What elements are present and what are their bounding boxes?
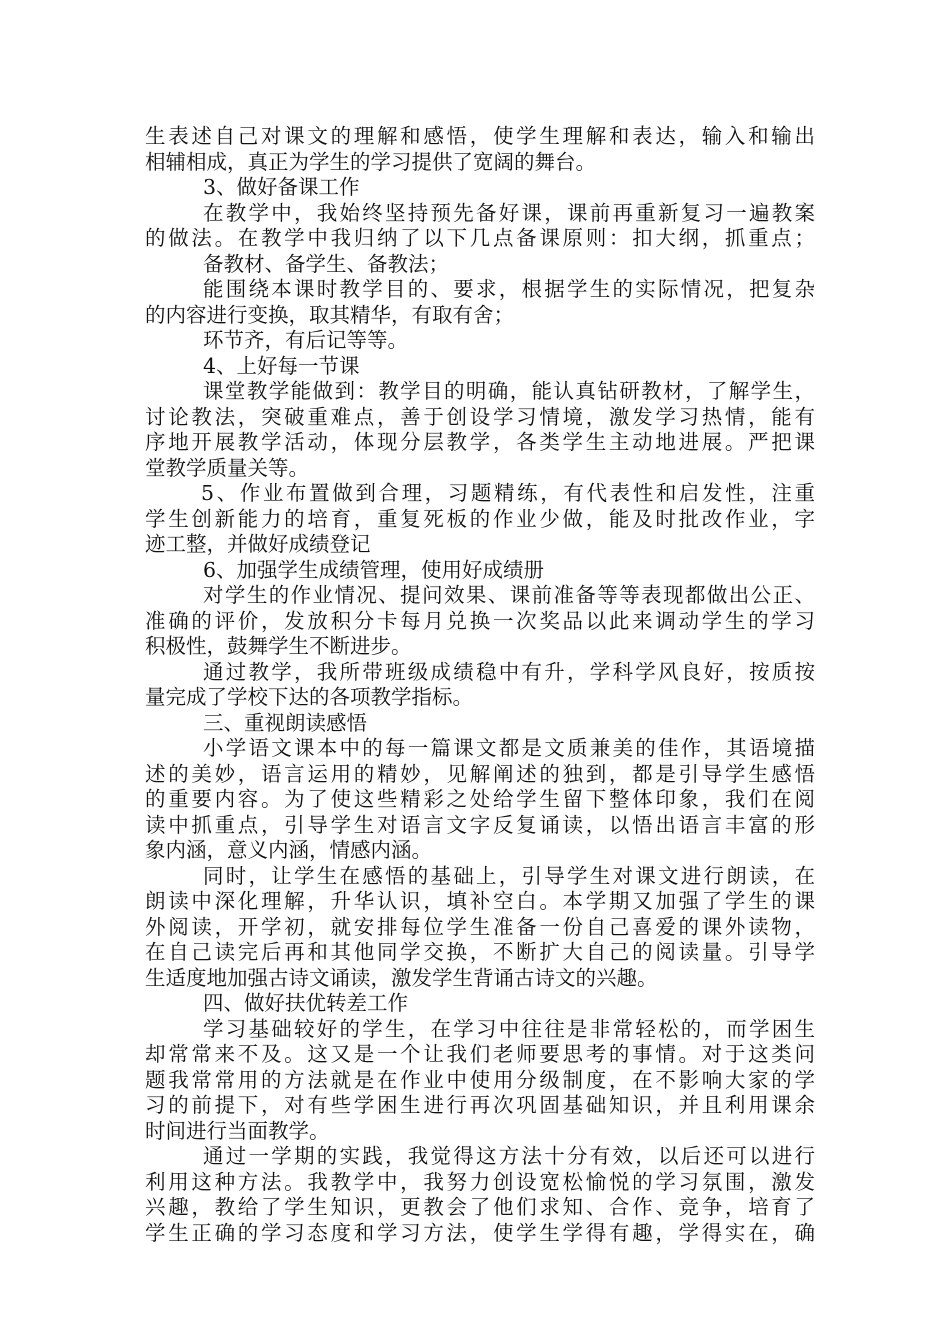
text-line: 的做法。在教学中我归纳了以下几点备课原则：扣大纲，抓重点； xyxy=(145,226,815,250)
text-line: 讨论教法，突破重难点，善于创设学习情境，激发学习热情，能有 xyxy=(145,404,815,429)
text-line: 的重要内容。为了使这些精彩之处给学生留下整体印象，我们在阅 xyxy=(145,787,815,811)
text-line: 量完成了学校下达的各项教学指标。 xyxy=(145,685,473,709)
text-line: 学生创新能力的培育，重复死板的作业少做，能及时批改作业，字 xyxy=(145,506,815,531)
text-line: 积极性，鼓舞学生不断进步。 xyxy=(145,634,412,658)
document-page xyxy=(145,124,815,1246)
text-line: 兴趣，教给了学生知识，更教会了他们求知、合作、竞争，培育了 xyxy=(145,1195,815,1219)
text-line: 同时，让学生在感悟的基础上，引导学生对课文进行朗读，在 xyxy=(203,863,815,888)
text-line: 外阅读，开学初，就安排每位学生准备一份自己喜爱的课外读物， xyxy=(145,914,815,939)
text-line: 备教材、备学生、备教法； xyxy=(203,251,449,276)
text-line: 能围绕本课时教学目的、要求，根据学生的实际情况，把复杂 xyxy=(203,277,815,301)
text-line: 读中抓重点，引导学生对语言文字反复诵读，以悟出语言丰富的形 xyxy=(145,812,815,837)
text-line: 时间进行当面教学。 xyxy=(145,1118,330,1143)
text-line: 课堂教学能做到：教学目的明确，能认真钻研教材，了解学生， xyxy=(203,379,815,403)
text-line: 象内涵，意义内涵，情感内涵。 xyxy=(145,838,432,862)
text-line: 在自己读完后再和其他同学交换，不断扩大自己的阅读量。引导学 xyxy=(145,940,815,964)
text-line: 对学生的作业情况、提问效果、课前准备等等表现都做出公正、 xyxy=(203,583,815,607)
text-line: 序地开展教学活动，体现分层教学，各类学生主动地进展。严把课 xyxy=(145,430,815,454)
text-line: 准确的评价，发放积分卡每月兑换一次奖品以此来调动学生的学习 xyxy=(145,608,815,633)
text-line: 生适度地加强古诗文诵读，激发学生背诵古诗文的兴趣。 xyxy=(145,965,658,990)
text-line: 习的前提下，对有些学困生进行再次巩固基础知识，并且利用课余 xyxy=(145,1093,815,1117)
text-line: 相辅相成，真正为学生的学习提供了宽阔的舞台。 xyxy=(145,149,596,174)
text-line: 通过一学期的实践，我觉得这方法十分有效，以后还可以进行 xyxy=(203,1144,815,1168)
section-heading: 3、做好备课工作 xyxy=(203,175,360,199)
text-line: 环节齐，有后记等等。 xyxy=(203,328,408,352)
text-line: 却常常来不及。这又是一个让我们老师要思考的事情。对于这类问 xyxy=(145,1042,815,1066)
section-heading: 四、做好扶优转差工作 xyxy=(203,991,408,1015)
text-line: 小学语文课本中的每一篇课文都是文质兼美的佳作，其语境描 xyxy=(203,736,815,760)
text-line: 迹工整，并做好成绩登记 xyxy=(145,532,371,556)
section-heading: 4、上好每一节课 xyxy=(203,353,360,378)
text-line: 学习基础较好的学生，在学习中往往是非常轻松的，而学困生 xyxy=(203,1016,815,1041)
text-line: 述的美妙，语言运用的精妙，见解阐述的独到，都是引导学生感悟 xyxy=(145,761,815,786)
text-line: 学生正确的学习态度和学习方法，使学生学得有趣，学得实在，确 xyxy=(145,1220,815,1245)
text-line: 堂教学质量关等。 xyxy=(145,455,309,480)
text-line: 题我常常用的方法就是在作业中使用分级制度，在不影响大家的学 xyxy=(145,1067,815,1092)
text-line: 朗读中深化理解，升华认识，填补空白。本学期又加强了学生的课 xyxy=(145,889,815,913)
section-heading: 三、重视朗读感悟 xyxy=(203,710,367,735)
section-heading: 6、加强学生成绩管理，使用好成绩册 xyxy=(203,557,545,582)
text-line: 利用这种方法。我教学中，我努力创设宽松愉悦的学习氛围，激发 xyxy=(145,1169,815,1194)
text-line: 在教学中，我始终坚持预先备好课，课前再重新复习一遍教案 xyxy=(203,200,815,225)
text-line: 通过教学，我所带班级成绩稳中有升，学科学风良好，按质按 xyxy=(203,659,815,684)
text-line: 的内容进行变换，取其精华，有取有舍； xyxy=(145,302,514,327)
text-line: 5、作业布置做到合理，习题精练，有代表性和启发性，注重 xyxy=(201,481,815,505)
text-line: 生表述自己对课文的理解和感悟，使学生理解和表达，输入和输出 xyxy=(145,124,815,148)
